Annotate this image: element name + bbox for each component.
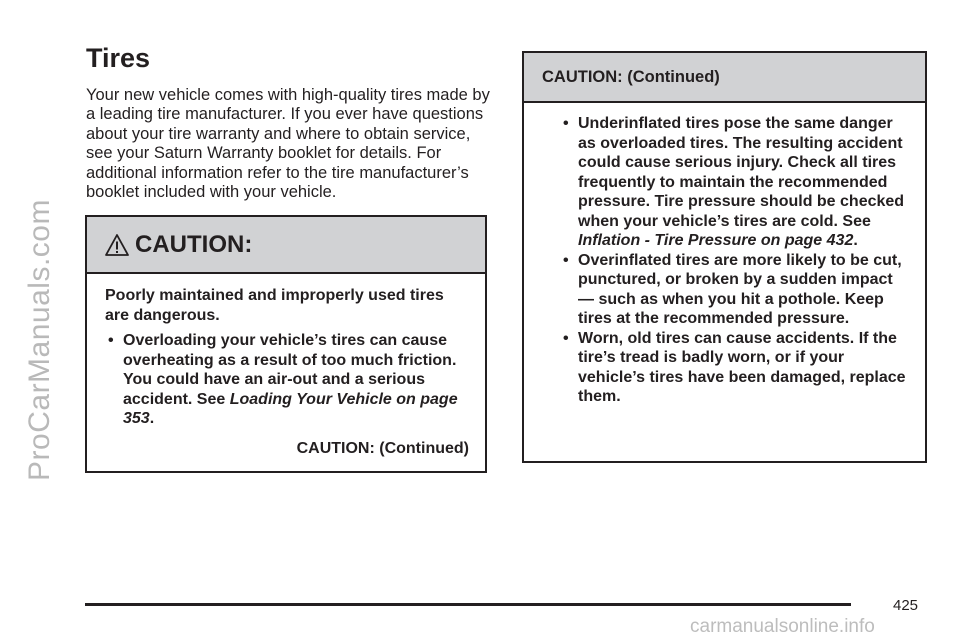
list-item: • Overinflated tires are more likely to be cut, punctured, or broken by a sudden impact — such as when you hit a pothole. Keep tires at the recommended pressure.: [560, 251, 909, 329]
caution-header: [87, 217, 485, 274]
list-item: • Worn, old tires can cause accidents. If the tire’s tread is badly worn, or if your vehicle’s tires have been damaged, replace them.: [560, 329, 909, 407]
warning-triangle-icon: [105, 233, 129, 257]
list-item: [560, 114, 909, 251]
page-reference-link[interactable]: Inflation - Tire Pressure on page 432: [578, 232, 854, 249]
footer-watermark: carmanualsonline.info: [690, 616, 875, 637]
section-title: Tires: [86, 43, 151, 73]
caution-continued-box: [522, 51, 927, 463]
side-watermark: [18, 40, 62, 640]
caution-continued-list: [560, 114, 909, 407]
list-item: [105, 331, 469, 429]
caution-lead: Poorly maintained and improperly used tires are dangerous.: [105, 287, 444, 324]
bullet-text: Underinflated tires pose the same danger as overloaded tires. The resulting accident could cause serious injury. Check all tires frequently to maintain the recommended pressure. Tire pressure should be checked when your vehicle’s tires are cold. See: [578, 115, 905, 230]
watermark-text: ProCarManuals.com: [23, 199, 56, 481]
bullet-end: .: [149, 410, 155, 427]
caution-heading: CAUTION:: [135, 230, 253, 258]
caution-body: [87, 274, 485, 458]
caution-continued-header: CAUTION: (Continued): [524, 53, 925, 103]
caution-continued-body: [524, 103, 925, 407]
bullet-end: .: [853, 232, 858, 249]
caution-box: [85, 215, 487, 473]
caution-bullet-list: [105, 331, 469, 429]
footer-rule: [85, 603, 851, 606]
bullet-text: Overloading your vehicle’s tires can cause overheating as a result of too much friction. You could have an air-out and a serious accident. See: [123, 332, 457, 408]
tires-section: [86, 44, 490, 203]
page-reference-link[interactable]: Loading Your Vehicle on page 353: [123, 390, 458, 427]
intro-paragraph: Your new vehicle comes with high-quality tires made by a leading tire manufacturer. If you ever have questions about your tire warranty and where to obtain service, see your Saturn Warranty booklet for details. For additional information refer to the tire manufacturer’s booklet included with your vehicle.: [86, 85, 490, 202]
caution-continued-label: CAUTION: (Continued): [296, 439, 469, 457]
page-number: 425: [893, 597, 919, 614]
